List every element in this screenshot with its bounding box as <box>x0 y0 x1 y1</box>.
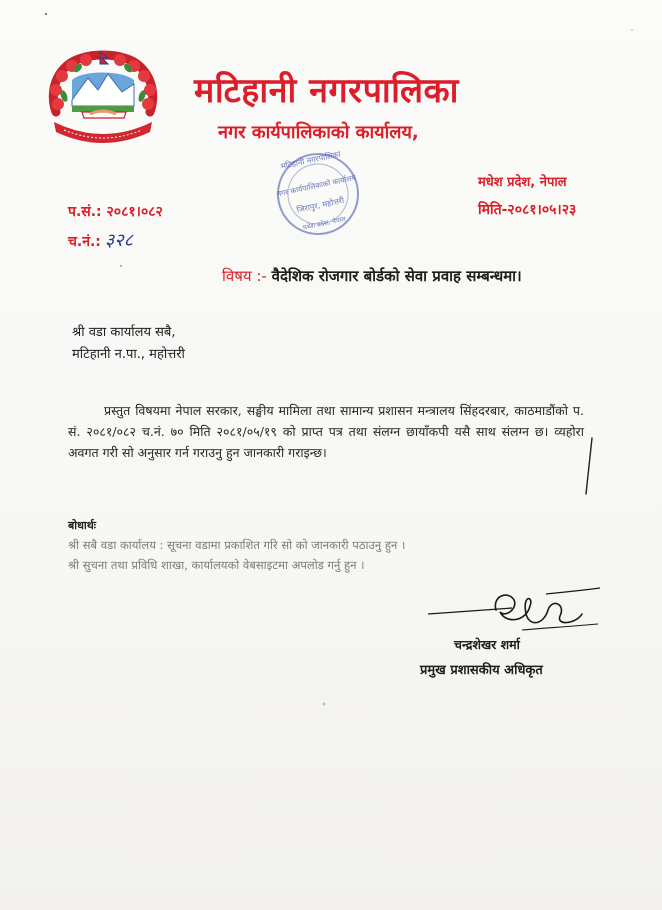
distribution-heading: बोधार्थः <box>68 519 96 532</box>
distribution-item: श्री सुचना तथा प्रविधि शाखा, कार्यालयको वेबसाइटमा अपलोड गर्नु हुन । <box>68 558 365 572</box>
subject-text: वैदेशिक रोजगार बोर्डको सेवा प्रवाह सम्बन्धमा। <box>271 267 522 285</box>
office-name: नगर कार्यपालिकाको कार्यालय, <box>218 122 419 143</box>
distribution-item: श्री सबै वडा कार्यालय : सूचना वडामा प्रकाशित गरि सो को जानकारी पठाउनु हुन । <box>68 538 406 552</box>
dispatch-label: च.नं.: <box>68 234 101 250</box>
province-label: मधेश प्रदेश, नेपाल <box>478 175 567 190</box>
signatory-title: प्रमुख प्रशासकीय अधिकृत <box>420 663 543 678</box>
dispatch-number <box>68 228 133 252</box>
addressee-line-2: मटिहानी न.पा., महोत्तरी <box>72 347 185 362</box>
stamp-line-2: नगर कार्यपालिकाको कार्यालय <box>276 172 357 199</box>
body-paragraph: प्रस्तुत विषयमा नेपाल सरकार, सङ्घीय मामिला तथा सामान्य प्रशासन मन्त्रालय सिंहदरबार, काठमाडौंको प. सं. २०८१/०८२ च.नं. ७० मिति २०८१/०५/१९ को प्राप्त पत्र तथा संलग्न छायाँकपी यसै साथ संलग्न छ। व्यहोरा अवगत गरी सो अनुसार गर्न गराउनु हुन जानकारी गराइन्छ। <box>68 403 584 460</box>
dispatch-value: ३२८ <box>104 230 133 251</box>
letter-date: मिति-२०८१।०५।२३ <box>478 202 577 218</box>
stamp-line-3: जिरापुर, महोत्तरी <box>295 195 345 215</box>
subject-line <box>222 266 522 286</box>
pen-mark-icon <box>578 436 602 496</box>
nepal-emblem-icon <box>42 50 164 146</box>
signature-mark <box>426 584 602 640</box>
reference-number: प.सं.: २०८१।०८२ <box>68 204 163 220</box>
org-name: मटिहानी नगरपालिका <box>194 71 459 111</box>
office-stamp <box>258 146 378 242</box>
stamp-line-1: मटिहानी नगरपालिका <box>280 149 342 171</box>
signatory-name: चन्द्रशेखर शर्मा <box>454 637 520 652</box>
addressee-line-1: श्री वडा कार्यालय सबै, <box>72 325 176 340</box>
subject-label: विषय :- <box>222 267 267 285</box>
stamp-line-4: मधेश प्रदेश, नेपाल <box>302 214 347 232</box>
